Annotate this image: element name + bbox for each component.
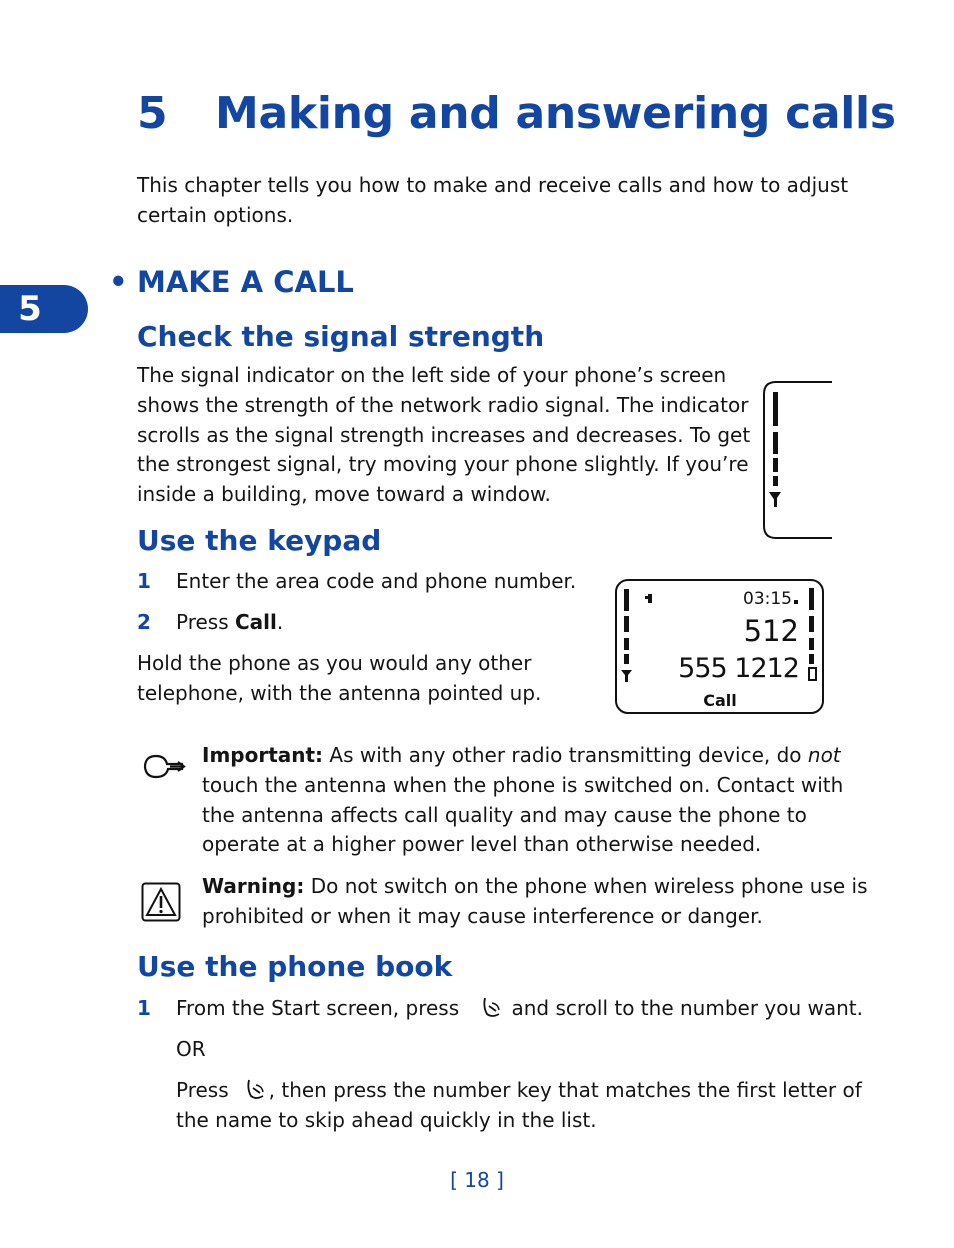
warning-label: Warning: — [202, 874, 305, 898]
page-number: [ 18 ] — [450, 1168, 504, 1192]
signal-heading: Check the signal strength — [137, 320, 545, 353]
emphasis: not — [807, 743, 841, 767]
keypad-step-2 — [137, 608, 283, 638]
step-text: Press — [176, 610, 235, 634]
step-text: and scroll to the number you want. — [511, 996, 863, 1020]
battery-bar — [809, 588, 814, 610]
chapter-tab-number: 5 — [18, 289, 42, 329]
phonebook-heading: Use the phone book — [137, 950, 453, 983]
keypad-note — [137, 649, 541, 709]
step-number: 2 — [137, 610, 151, 634]
step-text: . — [276, 610, 284, 634]
battery-bar — [809, 638, 814, 650]
note-line: touch the antenna when the phone is switched on. Contact with — [202, 772, 844, 797]
signal-line: scrolls as the signal strength increases and decreases. To get — [137, 422, 751, 447]
battery-bar — [809, 616, 814, 632]
important-label: Important: — [202, 743, 324, 767]
note-line: Hold the phone as you would any other — [137, 651, 532, 675]
signal-paragraph — [137, 361, 750, 510]
phonebook-alt — [176, 1076, 862, 1136]
step-text: From the Start screen, press — [176, 996, 460, 1020]
signal-bar — [624, 616, 629, 632]
key-name: Call — [235, 610, 277, 634]
signal-bar — [624, 654, 629, 664]
signal-bar — [624, 589, 629, 611]
battery-bar — [809, 654, 814, 664]
pointing-hand-icon — [142, 752, 186, 780]
signal-bar — [624, 638, 629, 650]
softkey-label: Call — [703, 691, 737, 710]
warning-note — [202, 872, 868, 932]
section-heading — [109, 265, 354, 299]
note-line: telephone, with the antenna pointed up. — [137, 680, 542, 705]
note-line: the antenna affects call quality and may cause the phone to — [202, 802, 807, 827]
phone-time: 03:15 — [743, 589, 792, 609]
warning-triangle-icon — [141, 882, 181, 922]
step-number: 1 — [137, 569, 151, 593]
keypad-heading: Use the keypad — [137, 524, 382, 557]
phone-number-line2: 555 1212 — [678, 653, 799, 684]
signal-strength-icon — [760, 380, 836, 542]
scroll-key-icon — [479, 995, 503, 1019]
call-indicator-icon — [648, 594, 652, 603]
phone-screen — [614, 578, 826, 716]
note-line: prohibited or when it may cause interference or danger. — [202, 903, 763, 928]
section-bullet: • — [109, 265, 128, 299]
keypad-step-1 — [137, 567, 576, 597]
step-text: Press — [176, 1078, 229, 1102]
signal-line: the strongest signal, try moving your phone slightly. If you’re — [137, 452, 749, 477]
chapter-tab — [0, 285, 88, 333]
chapter-title-text: Making and answering calls — [215, 88, 896, 139]
phonebook-or: OR — [176, 1037, 206, 1061]
intro-line: This chapter tells you how to make and receive calls and how to adjust — [137, 173, 849, 197]
step-text: Enter the area code and phone number. — [176, 569, 577, 593]
signal-line: The signal indicator on the left side of your phone’s screen — [137, 363, 727, 387]
signal-line: inside a building, move toward a window. — [137, 482, 551, 507]
step-text: , then press the number key that matches the first letter of — [268, 1078, 862, 1102]
signal-line: shows the strength of the network radio signal. The indicator — [137, 392, 749, 417]
important-note — [202, 741, 843, 860]
chapter-intro — [137, 171, 848, 231]
phonebook-step-1 — [137, 994, 863, 1024]
phone-number-line1: 512 — [743, 614, 799, 648]
note-line: operate at a higher power level than otherwise needed. — [202, 832, 762, 857]
chapter-title — [137, 88, 896, 139]
note-text: Do not switch on the phone when wireless phone use is — [304, 874, 868, 898]
scroll-key-icon — [243, 1077, 267, 1101]
chapter-number: 5 — [137, 88, 168, 139]
step-number: 1 — [137, 996, 151, 1020]
note-text: As with any other radio transmitting device, do — [323, 743, 808, 767]
intro-line: certain options. — [137, 202, 294, 227]
section-title: MAKE A CALL — [137, 265, 354, 299]
step-text: the name to skip ahead quickly in the list. — [176, 1107, 597, 1132]
